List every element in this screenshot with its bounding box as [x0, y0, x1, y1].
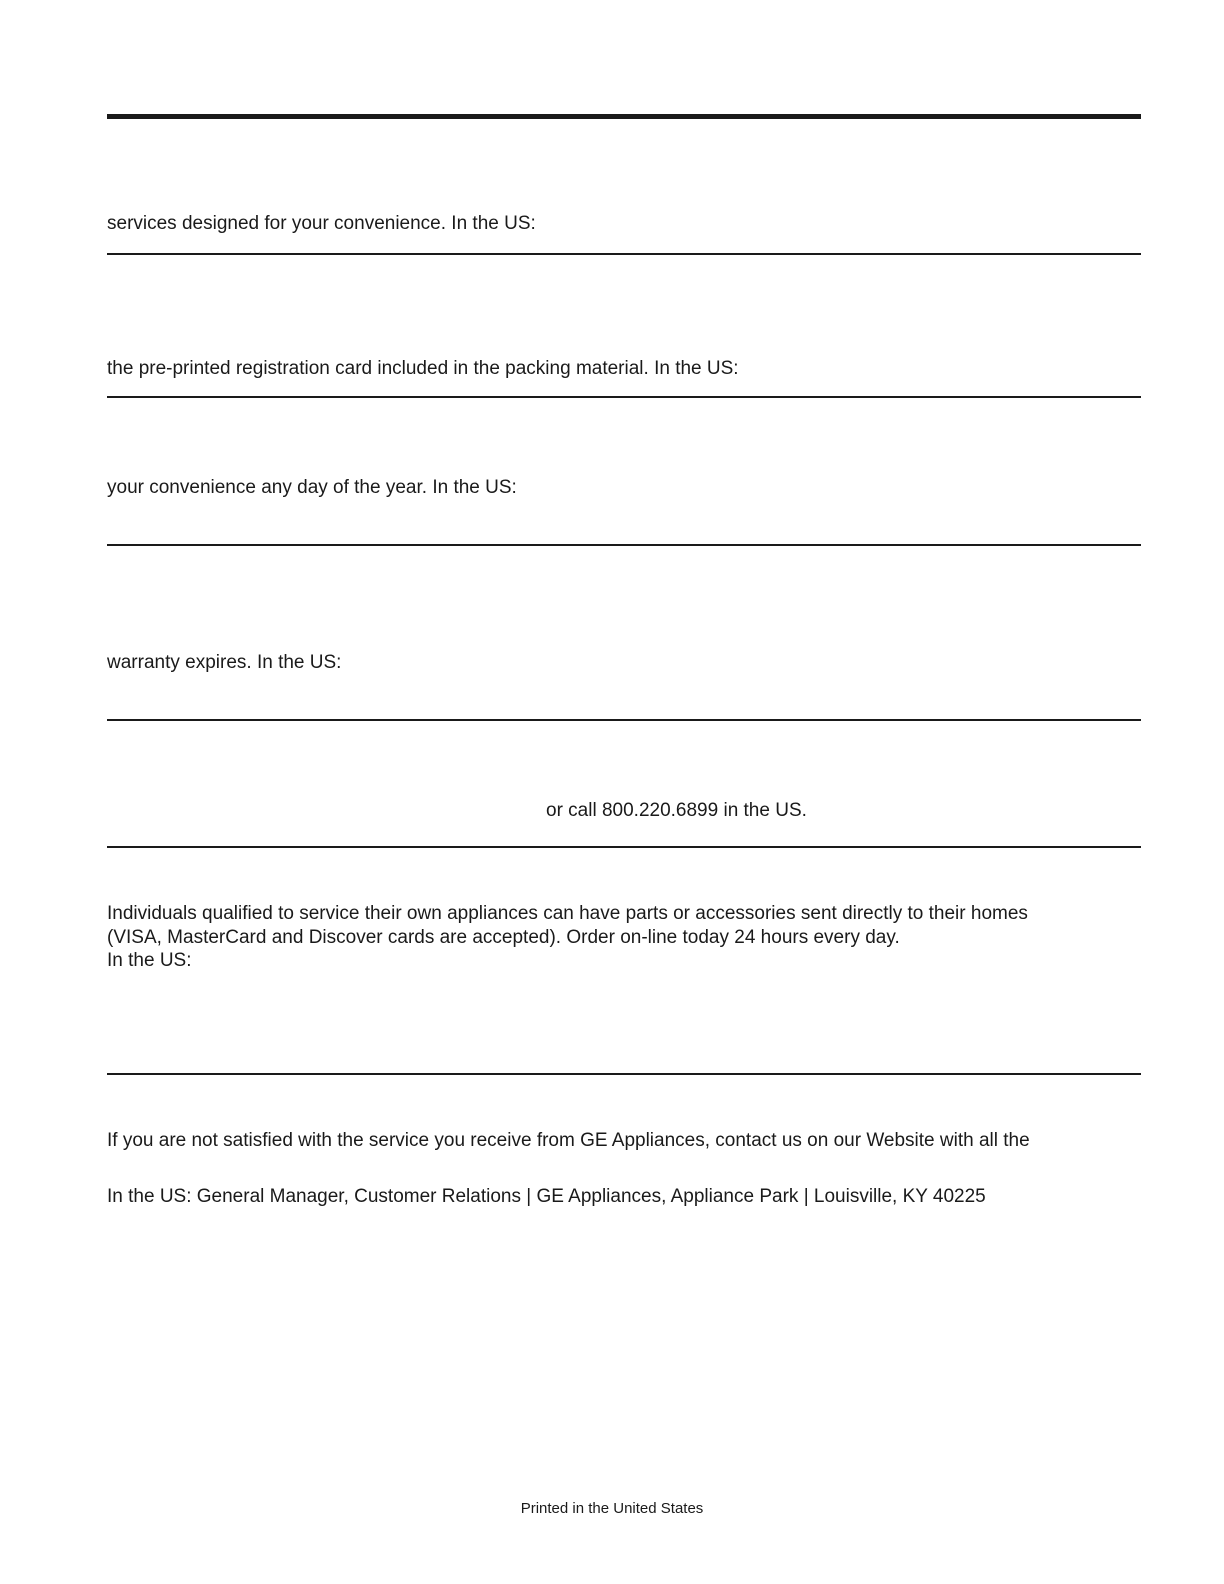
section-divider	[107, 719, 1141, 721]
satisfaction-text: If you are not satisfied with the service you receive from GE Appliances, contact us on our Website with all the	[107, 1130, 1030, 1151]
service-text: services designed for your convenience. In the US:	[107, 213, 536, 234]
section-divider	[107, 396, 1141, 398]
section-divider	[107, 253, 1141, 255]
section-divider	[107, 544, 1141, 546]
registration-text: the pre-printed registration card included in the packing material. In the US:	[107, 358, 739, 379]
parts-text-line3: In the US:	[107, 950, 192, 971]
contact-text: or call 800.220.6899 in the US.	[546, 800, 807, 821]
customer-relations-address: In the US: General Manager, Customer Relations | GE Appliances, Appliance Park | Louisville, KY 40225	[107, 1186, 986, 1207]
printed-in-footer: Printed in the United States	[520, 1500, 704, 1517]
top-divider	[107, 114, 1141, 119]
warranty-text: warranty expires. In the US:	[107, 652, 342, 673]
schedule-text: your convenience any day of the year. In the US:	[107, 477, 517, 498]
section-divider	[107, 846, 1141, 848]
parts-text-line1: Individuals qualified to service their own appliances can have parts or accessories sent directly to their homes	[107, 903, 1028, 924]
section-divider	[107, 1073, 1141, 1075]
parts-text-line2: (VISA, MasterCard and Discover cards are accepted). Order on-line today 24 hours every day.	[107, 927, 900, 948]
